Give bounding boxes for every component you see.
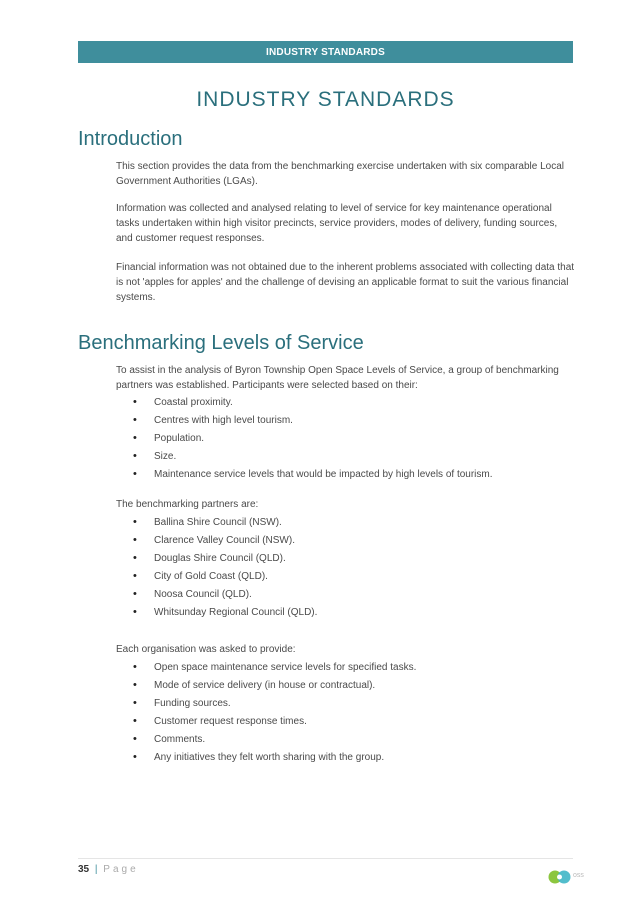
list-item: • Noosa Council (QLD). — [116, 587, 317, 605]
list-item: • Customer request response times. — [116, 714, 416, 732]
list-item: • Population. — [116, 431, 493, 449]
header-banner-text: INDUSTRY STANDARDS — [266, 46, 385, 58]
intro-paragraph-1: This section provides the data from the benchmarking exercise undertaken with six comparable Local Government Authorities (LGAs). — [116, 161, 565, 187]
list-item: • Whitsunday Regional Council (QLD). — [116, 605, 317, 623]
list-item: • Ballina Shire Council (NSW). — [116, 515, 317, 533]
list-item: • Centres with high level tourism. — [116, 413, 493, 431]
provide-intro: Each organisation was asked to provide: — [116, 644, 296, 655]
page-number — [78, 864, 139, 875]
list-item: • Size. — [116, 449, 493, 467]
page-separator: | — [94, 864, 98, 875]
introduction-heading: Introduction — [78, 128, 183, 150]
provide-list — [116, 660, 416, 768]
header-banner — [78, 41, 573, 63]
partners-intro: The benchmarking partners are: — [116, 499, 259, 510]
list-item: • Funding sources. — [116, 696, 416, 714]
list-item: • Douglas Shire Council (QLD). — [116, 551, 317, 569]
page-title: INDUSTRY STANDARDS — [196, 88, 455, 111]
criteria-list — [116, 395, 493, 485]
page-number-value: 35 — [78, 864, 90, 875]
list-item: • Any initiatives they felt worth sharing with the group. — [116, 750, 416, 768]
list-item: • Mode of service delivery (in house or contractual). — [116, 678, 416, 696]
list-item: • Clarence Valley Council (NSW). — [116, 533, 317, 551]
footer-divider — [78, 858, 573, 859]
list-item: • Open space maintenance service levels for specified tasks. — [116, 660, 416, 678]
logo-text: oss — [573, 872, 584, 879]
intro-paragraph-3: Financial information was not obtained due to the inherent problems associated with collecting data that is not 'apples for apples' and the challenge of devising an applicable format to suit the various financial systems. — [116, 262, 575, 303]
partners-list — [116, 515, 317, 623]
intro-paragraph-2: Information was collected and analysed relating to level of service for key maintenance operational tasks undertaken within high visitor precincts, service providers, modes of delivery, funding sources, and customer request responses. — [116, 203, 558, 244]
list-item: • Comments. — [116, 732, 416, 750]
benchmarking-heading: Benchmarking Levels of Service — [78, 332, 364, 354]
list-item: • Coastal proximity. — [116, 395, 493, 413]
list-item: • City of Gold Coast (QLD). — [116, 569, 317, 587]
list-item: • Maintenance service levels that would be impacted by high levels of tourism. — [116, 467, 493, 485]
benchmarking-intro: To assist in the analysis of Byron Township Open Space Levels of Service, a group of benchmarking partners was established. Participants were selected based on their: — [116, 365, 559, 391]
page-word: Page — [103, 864, 139, 875]
